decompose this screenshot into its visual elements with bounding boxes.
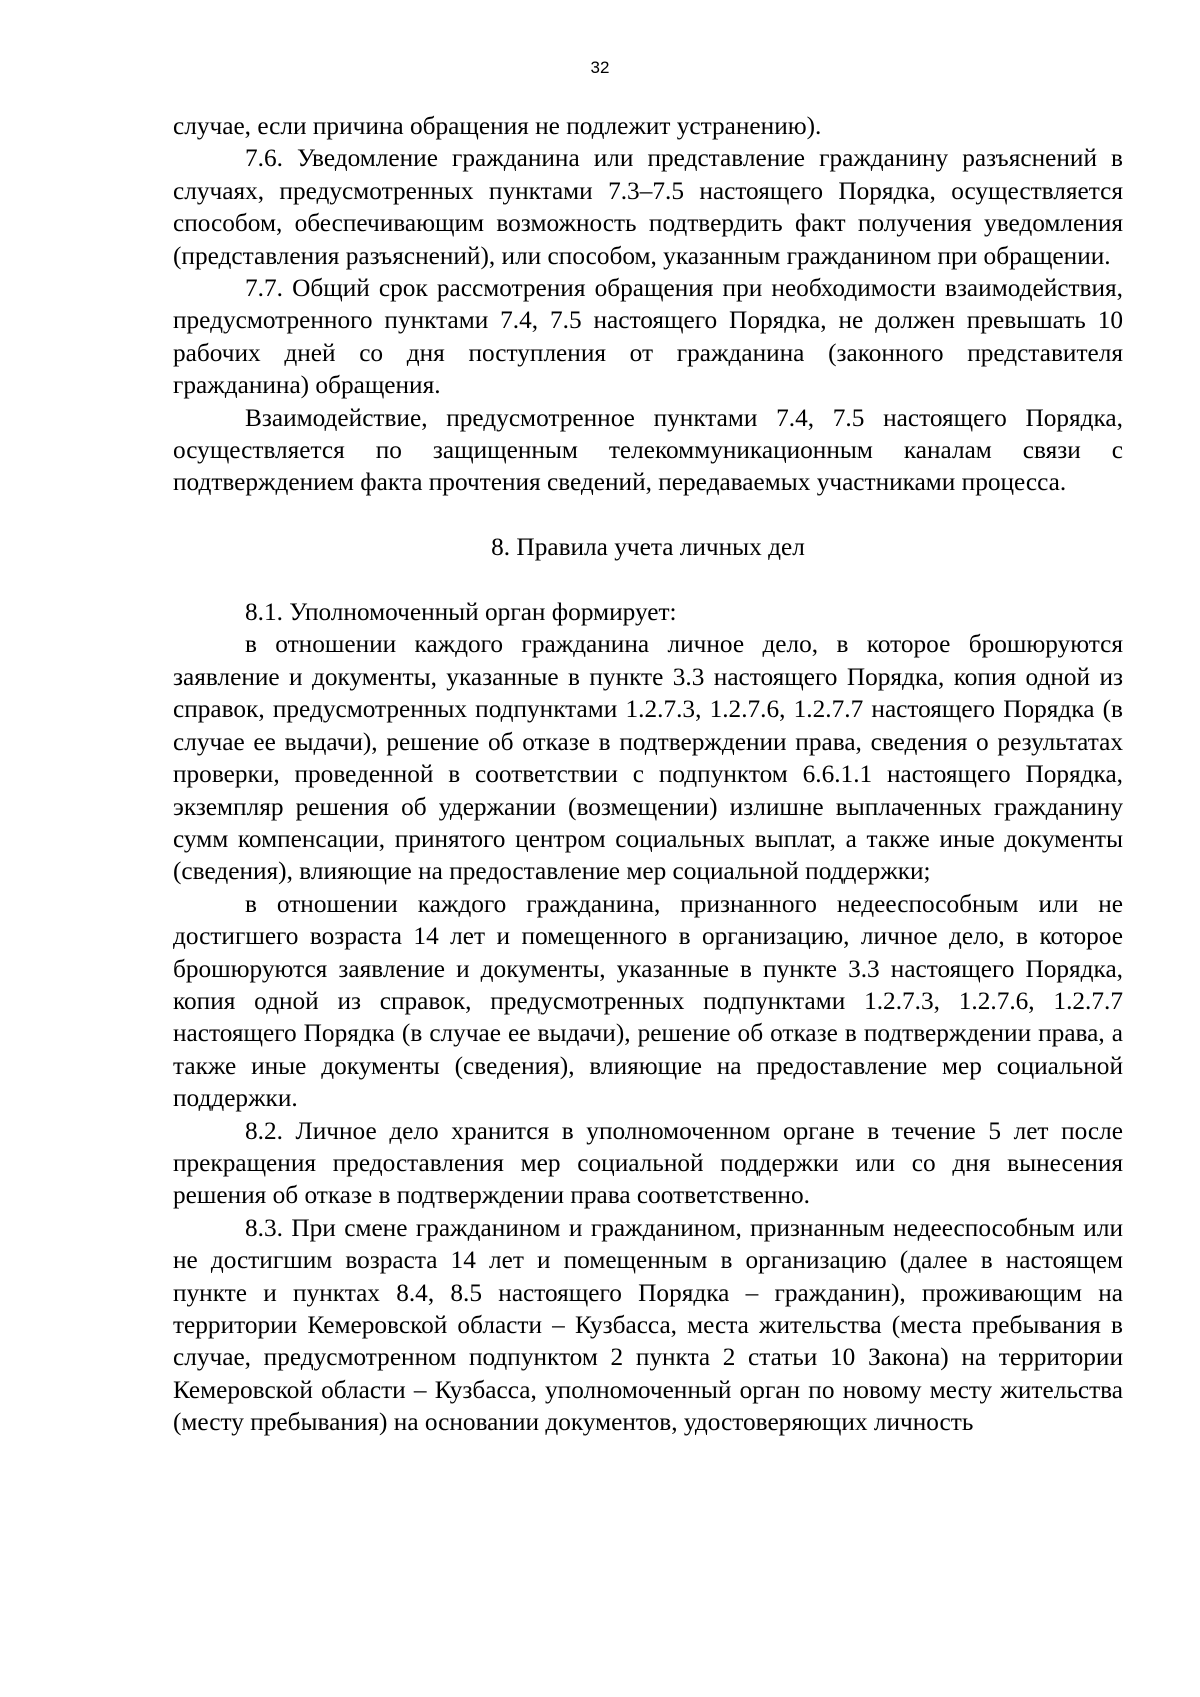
paragraph-interaction: Взаимодействие, предусмотренное пунктами 7.4, 7.5 настоящего Порядка, осуществляется по защищенным телекоммуникационным каналам связи с подтверждением факта прочтения сведений, передаваемых участниками процесса. — [173, 403, 1123, 497]
paragraph-7-7: 7.7. Общий срок рассмотрения обращения при необходимости взаимодействия, предусмотренного пунктами 7.4, 7.5 настоящего Порядка, не должен превышать 10 рабочих дней со дня поступления от гражданина (законного представителя гражданина) обращения. — [173, 274, 1123, 400]
paragraph-8-1-item-2: в отношении каждого гражданина, признанного недееспособным или не достигшего возраста 14 лет и помещенного в организацию, личное дело, в которое брошюруются заявление и документы, указанные в пункте 3.3 настоящего Порядка, копия одной из справок, предусмотренных подпунктами 1.2.7.3, 1.2.7.6, 1.2.7.7 настоящего Порядка (в случае ее выдачи), решение об отказе в подтверждении права, а также иные документы (сведения), влияющие на предоставление мер социальной поддержки. — [173, 889, 1123, 1113]
paragraph-8-2: 8.2. Личное дело хранится в уполномоченном органе в течение 5 лет после прекращения предоставления мер социальной поддержки или со дня вынесения решения об отказе в подтверждении права соответственно. — [173, 1116, 1123, 1210]
paragraph-8-1: 8.1. Уполномоченный орган формирует: — [245, 598, 677, 627]
paragraph-continuation: случае, если причина обращения не подлежит устранению). — [173, 112, 822, 140]
paragraph-7-6: 7.6. Уведомление гражданина или представление гражданину разъяснений в случаях, предусмотренных пунктами 7.3–7.5 настоящего Порядка, осуществляется способом, обеспечивающим возможность подтвердить факт получения уведомления (представления разъяснений), или способом, указанным гражданином при обращении. — [173, 144, 1123, 270]
document-body — [173, 110, 1123, 1439]
section-heading-8: 8. Правила учета личных дел — [491, 533, 805, 562]
page-number: 32 — [590, 58, 610, 77]
paragraph-8-3: 8.3. При смене гражданином и гражданином, признанным недееспособным или не достигшим возраста 14 лет и помещенным в организацию (далее в настоящем пункте и пунктах 8.4, 8.5 настоящего Порядка – гражданин), проживающим на территории Кемеровской области – Кузбасса, места жительства (места пребывания в случае, предусмотренном подпунктом 2 пункта 2 статьи 10 Закона) на территории Кемеровской области – Кузбасса, уполномоченный орган по новому месту жительства (месту пребывания) на основании документов, удостоверяющих личность — [173, 1213, 1123, 1437]
paragraph-8-1-item-1: в отношении каждого гражданина личное дело, в которое брошюруются заявление и документы, указанные в пункте 3.3 настоящего Порядка, копия одной из справок, предусмотренных подпунктами 1.2.7.3, 1.2.7.6, 1.2.7.7 настоящего Порядка (в случае ее выдачи), решение об отказе в подтверждении права, сведения о результатах проверки, проведенной в соответствии с подпунктом 6.6.1.1 настоящего Порядка, экземпляр решения об удержании (возмещении) излишне выплаченных гражданину сумм компенсации, принятого центром социальных выплат, а также иные документы (сведения), влияющие на предоставление мер социальной поддержки; — [173, 630, 1123, 886]
